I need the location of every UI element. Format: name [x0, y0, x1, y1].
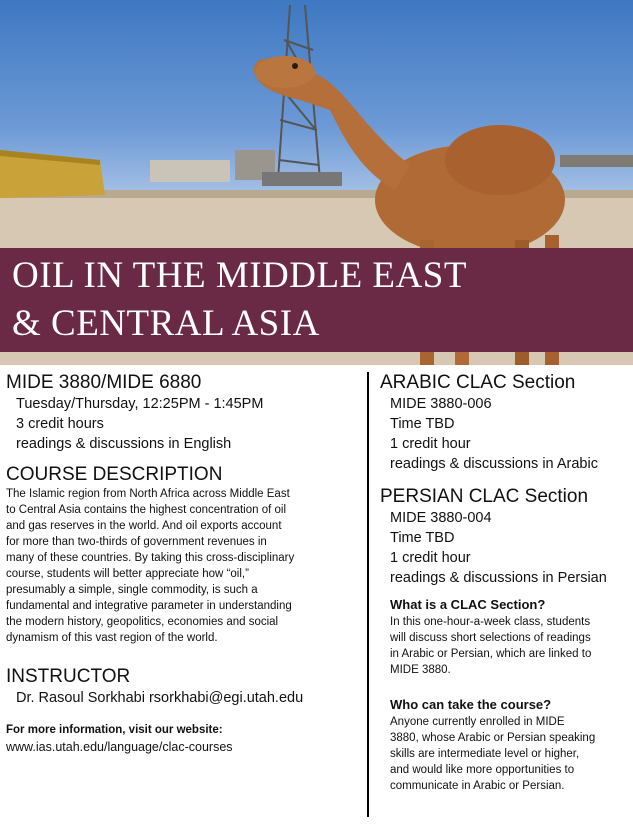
who-can-line: Anyone currently enrolled in MIDE	[390, 716, 565, 728]
who-can-line: communicate in Arabic or Persian.	[390, 780, 565, 792]
description-line: The Islamic region from North Africa across Middle East	[6, 488, 290, 500]
course-language: readings & discussions in English	[16, 436, 232, 452]
arabic-heading: ARABIC CLAC Section	[380, 372, 576, 393]
course-code: MIDE 3880/MIDE 6880	[6, 372, 202, 393]
title-banner	[0, 248, 633, 352]
description-heading: COURSE DESCRIPTION	[6, 464, 223, 485]
persian-credits: 1 credit hour	[390, 550, 471, 566]
course-schedule: Tuesday/Thursday, 12:25PM - 1:45PM	[16, 396, 264, 412]
arabic-language: readings & discussions in Arabic	[390, 456, 598, 472]
column-divider	[367, 372, 369, 817]
description-line: many of these countries. By taking this cross-disciplinary	[6, 552, 295, 564]
persian-language: readings & discussions in Persian	[390, 570, 607, 586]
description-body	[6, 486, 361, 646]
description-line: for more than two-thirds of government revenues in	[6, 536, 267, 548]
website-label: For more information, visit our website:	[6, 724, 223, 736]
description-line: and gas reserves in the world. And oil exports account	[6, 520, 282, 532]
who-can-line: skills are intermediate level or higher,	[390, 748, 580, 760]
who-can-heading: Who can take the course?	[390, 697, 552, 712]
title-line-2: & CENTRAL ASIA	[12, 303, 320, 344]
what-is-line: will discuss short selections of readings	[390, 632, 591, 644]
description-line: fundamental and integrative parameter in understanding	[6, 600, 292, 612]
persian-time: Time TBD	[390, 530, 455, 546]
persian-heading: PERSIAN CLAC Section	[380, 486, 589, 507]
what-is-line: In this one-hour-a-week class, students	[390, 616, 591, 628]
persian-code: MIDE 3880-004	[390, 510, 492, 526]
website-link[interactable]: www.ias.utah.edu/language/clac-courses	[6, 740, 233, 754]
description-line: the modern history, geopolitics, economies and social	[6, 616, 279, 628]
who-can-line: and would like more opportunities to	[390, 764, 575, 776]
course-credits: 3 credit hours	[16, 416, 104, 432]
what-is-heading: What is a CLAC Section?	[390, 597, 546, 612]
arabic-time: Time TBD	[390, 416, 455, 432]
description-line: course, students will better appreciate how “oil,”	[6, 568, 249, 580]
right-column	[380, 372, 630, 794]
instructor-heading: INSTRUCTOR	[6, 666, 131, 687]
left-column	[6, 372, 361, 756]
description-line: dynamism of this vast region of the world.	[6, 632, 218, 644]
title-line-1: OIL IN THE MIDDLE EAST	[12, 255, 467, 296]
instructor-info: Dr. Rasoul Sorkhabi rsorkhabi@egi.utah.edu	[16, 690, 304, 706]
arabic-code: MIDE 3880-006	[390, 396, 492, 412]
what-is-line: in Arabic or Persian, which are linked to	[390, 648, 592, 660]
who-can-line: 3880, whose Arabic or Persian speaking	[390, 732, 596, 744]
arabic-credits: 1 credit hour	[390, 436, 471, 452]
page-title	[12, 252, 467, 348]
description-line: to Central Asia contains the highest concentration of oil	[6, 504, 287, 516]
description-line: presumably a simple, single commodity, is such a	[6, 584, 258, 596]
what-is-line: MIDE 3880.	[390, 664, 451, 676]
